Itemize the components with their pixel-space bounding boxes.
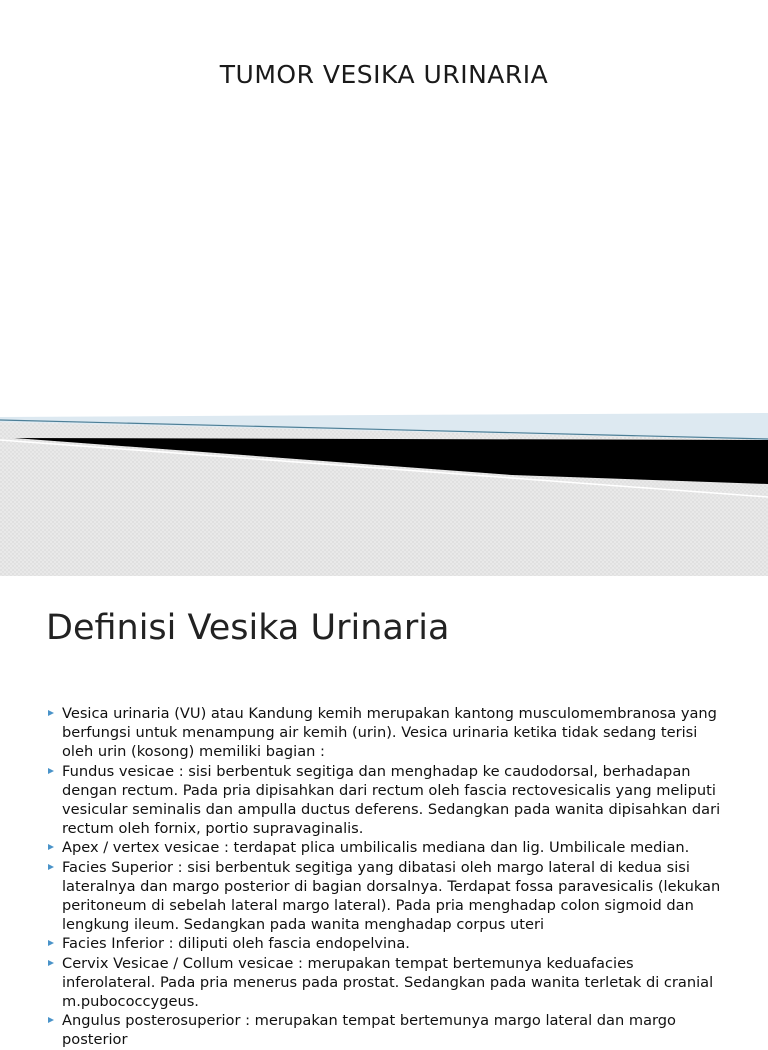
list-item-text: Apex / vertex vesicae : terdapat plica umbilicalis mediana dan lig. Umbilicale median. (62, 839, 690, 857)
triangle-bullet-icon (48, 710, 54, 716)
list-item (46, 762, 726, 839)
list-item (46, 704, 726, 762)
triangle-bullet-icon (48, 940, 54, 946)
list-item (46, 858, 726, 935)
list-item-text: Fundus vesicae : sisi berbentuk segitiga dan menghadap ke caudodorsal, berhadapan dengan rectum. Pada pria dipisahkan dari rectum oleh fascia rectovesicalis yang meliputi vesicular seminalis dan ampulla ductus deferens. Sedangkan pada wanita dipisahkan dari rectum oleh fornix, portio supravaginalis. (62, 762, 721, 838)
bullet-list (46, 704, 726, 1050)
triangle-bullet-icon (48, 844, 54, 850)
list-item (46, 838, 726, 857)
triangle-bullet-icon (48, 1017, 54, 1023)
list-item-text: Facies Inferior : diliputi oleh fascia endopelvina. (62, 935, 410, 953)
list-item-text: Cervix Vesicae / Collum vesicae : merupakan tempat bertemunya keduafacies inferolateral. Pada pria menerus pada prostat. Sedangkan pada wanita terletak di cranial m.pubococcygeus. (62, 954, 714, 1011)
triangle-bullet-icon (48, 960, 54, 966)
triangle-bullet-icon (48, 864, 54, 870)
triangle-bullet-icon (48, 768, 54, 774)
slide-1-title: TUMOR VESIKA URINARIA (219, 60, 549, 89)
decorative-wave-graphic (0, 405, 768, 576)
list-item-text: Facies Superior : sisi berbentuk segitiga yang dibatasi oleh margo lateral di kedua sisi lateralnya dan margo posterior di bagian dorsalnya. Terdapat fossa paravesicalis (lekukan peritoneum di sebelah lateral margo lateral). Pada pria menghadap colon sigmoid dan lengkung ileum. Sedangkan pada wanita menghadap corpus uteri (62, 858, 721, 934)
slide-2-title: Definisi Vesika Urinaria (46, 608, 450, 648)
slide-2 (0, 576, 768, 1049)
list-item (46, 1011, 726, 1049)
list-item-text: Angulus posterosuperior : merupakan tempat bertemunya margo lateral dan margo posterior (62, 1012, 676, 1049)
list-item (46, 934, 726, 953)
list-item-text: Vesica urinaria (VU) atau Kandung kemih merupakan kantong musculomembranosa yang berfungsi untuk menampung air kemih (urin). Vesica urinaria ketika tidak sedang terisi oleh urin (kosong) memiliki bagian : (62, 705, 717, 761)
list-item (46, 954, 726, 1012)
